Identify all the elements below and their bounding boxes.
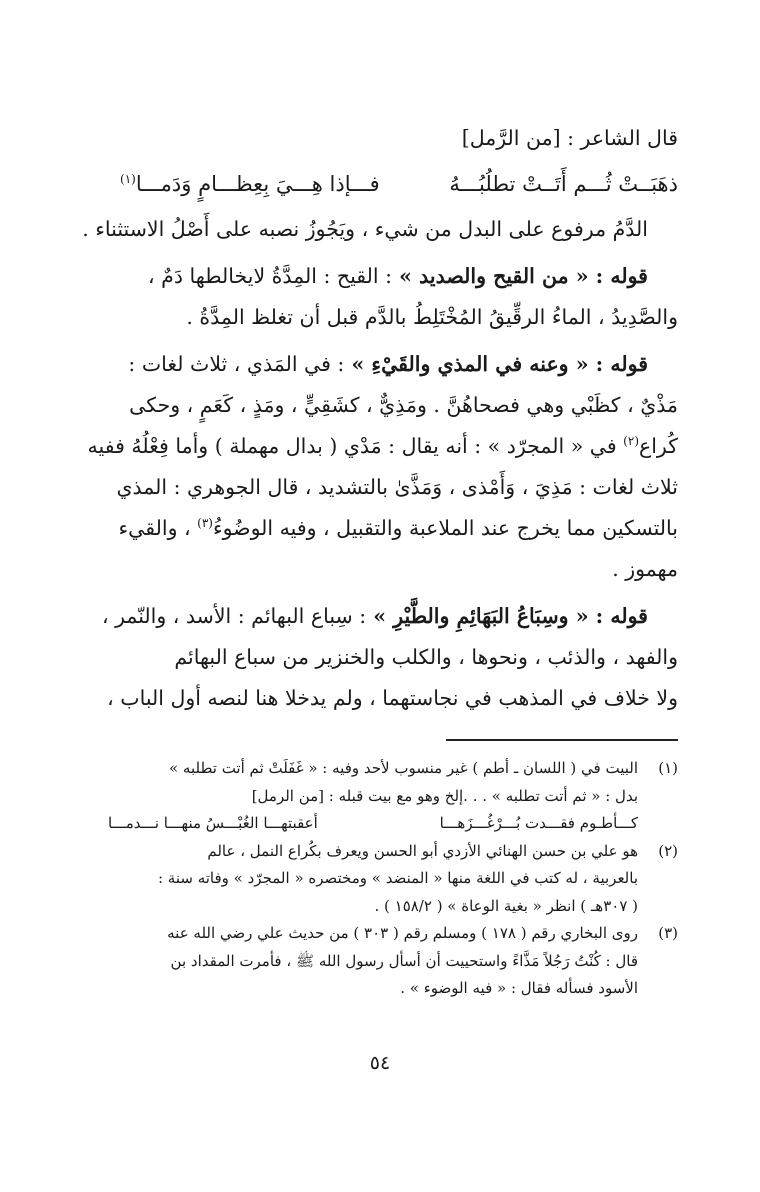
footnote-ref-3[interactable]: (٣) [197,516,213,531]
footnote-line: روى البخاري رقم ( ١٧٨ ) ومسلم رقم ( ٣٠٣ ) من حديث علي رضي الله عنه [167,924,638,942]
footnote-1 [108,755,678,838]
footnote-line: ( ٣٠٧هـ ) انظر « بغية الوعاة » ( ١٥٨/٢ ) . [374,896,638,915]
quote-heading: قوله : « من القيح والصديد » [392,264,648,288]
paragraph-3-text: بالتسكين مما يخرج عند الملاعبة والتقبيل ، وفيه الوضُوءُ [212,516,678,540]
footnote-body [108,755,638,838]
paragraph-3-line: ثلاث لغات : مَذِيَ ، وَأَمْذى ، وَمَذَّىٰ بالتشديد ، قال الجوهري : المذي [116,475,678,499]
verse-hemistich-1 [449,159,678,209]
paragraph-2-line: والصَّدِيدُ ، الماءُ الرقِّيقُ المُخْتَلِطُ بالدَّم قبل أن تغلظ المِدَّةُ . [186,305,678,329]
paragraph-3-text: : في المَذي ، ثلاث لغات : [128,352,345,376]
footnote-verse-hemistich-1: كـــأطـوم فقـــدت بُـــرْغُـــزَهـــا [439,814,638,832]
footnote-ref-1[interactable]: (١) [120,172,136,186]
footnote-line: قال : كُنْتُ رَجُلاً مَذَّاءً واستحييت أن أسأل رسول الله ﷺ ، فأمرت المقداد بن [170,951,638,970]
footnote-number: (٢) [658,841,678,860]
paragraph-4-line: والفهد ، والذئب ، ونحوها ، والكلب والخنزير من سباع البهائم [174,645,678,669]
footnote-ref-2[interactable]: (٢) [623,434,639,449]
footnote-2 [108,838,678,921]
paragraph-4-line [101,596,678,637]
footnote-3 [108,920,678,1003]
paragraph-3-text: في « المجرّد » : أنه يقال : مَدْي ( بدال مهملة ) وأما فِعْلُهُ ففيه [87,434,624,458]
verse-hemistich-2-text: فـــإذا هِـــيَ بِعِظـــامٍ وَدَمـــا [135,172,380,196]
verse-line [108,159,678,209]
paragraph-3-line [108,344,678,385]
paragraph-3-line: مهموز . [612,557,678,581]
footnote-line: الأسود فسأله فقال : « فيه الوضوء » . [400,979,638,997]
paragraph-1-line: الدَّمُ مرفوع على البدل من شيء ، ويَجُوزُ نصبه على أَصْلُ الاستثناء . [82,217,648,241]
paragraph-2-text: : القيح : المِدَّةُ لايخالطها دَمٌ ، [148,264,393,288]
page-number: ٥٤ [369,1052,391,1074]
footnote-line: بالعربية ، له كتب في اللغة منها « المنضد » ومختصره « المجرّد » وفاته سنة : [157,869,638,887]
footnote-line: هو علي بن حسن الهنائي الأزدي أبو الحسن ويعرف بكُراع النمل ، عالم [207,841,638,860]
page-text-block [82,118,678,1003]
paragraph-3-line [87,426,678,467]
paragraph-3-line [108,508,678,549]
footnote-body [108,838,638,921]
quote-heading: قوله : « وسِبَاعُ البَهَائِمِ والطَّيْرِ » [366,604,648,628]
quote-heading: قوله : « وعنه في المذي والقَيْءِ » [344,352,648,376]
footnote-number: (١) [658,759,678,777]
footnote-line: بدل : « ثم أتت تطلبه » . . .إلخ وهو مع بيت قبله : [من الرمل] [251,786,638,805]
paragraph-3-line: مَذْيٌ ، كظَبْي وهي فصحاهُنَّ . ومَذِيٌّ ، كشَقِيٍّ ، ومَذٍ ، كَعَمٍ ، وحكى [129,393,678,417]
verse-hemistich-1-text: ذهَبَــتْ ثُـــم أَتَــتْ تطلُبُـــهُ [449,172,678,196]
footnote-verse-hemistich-2: أعقبتهـــا الغُبْـــسُ منهـــا نـــدمـــا [108,814,318,832]
footnote-separator [446,739,678,741]
footnote-verse [108,810,638,838]
footnotes [108,755,678,1003]
footnote-body [108,920,638,1003]
verse-intro: قال الشاعر : [من الرَّمل] [461,126,678,150]
paragraph-3-text: ، والقيء [118,516,198,540]
paragraph-2-line [108,256,678,297]
verse-hemistich-2 [120,159,380,209]
paragraph-4-line: ولا خلاف في المذهب في نجاستهما ، ولم يدخلا هنا لنصه أول الباب ، [107,686,678,710]
footnote-number: (٣) [658,924,678,942]
paragraph-3-text: كُراع [639,434,678,458]
footnote-line: البيت في ( اللسان ـ أطم ) غير منسوب لأحد وفيه : « غَفَلَتْ ثم أتت تطلبه » [168,759,638,777]
paragraph-4-text: : سِباع البهائم : الأسد ، والنّمر ، [101,604,367,628]
